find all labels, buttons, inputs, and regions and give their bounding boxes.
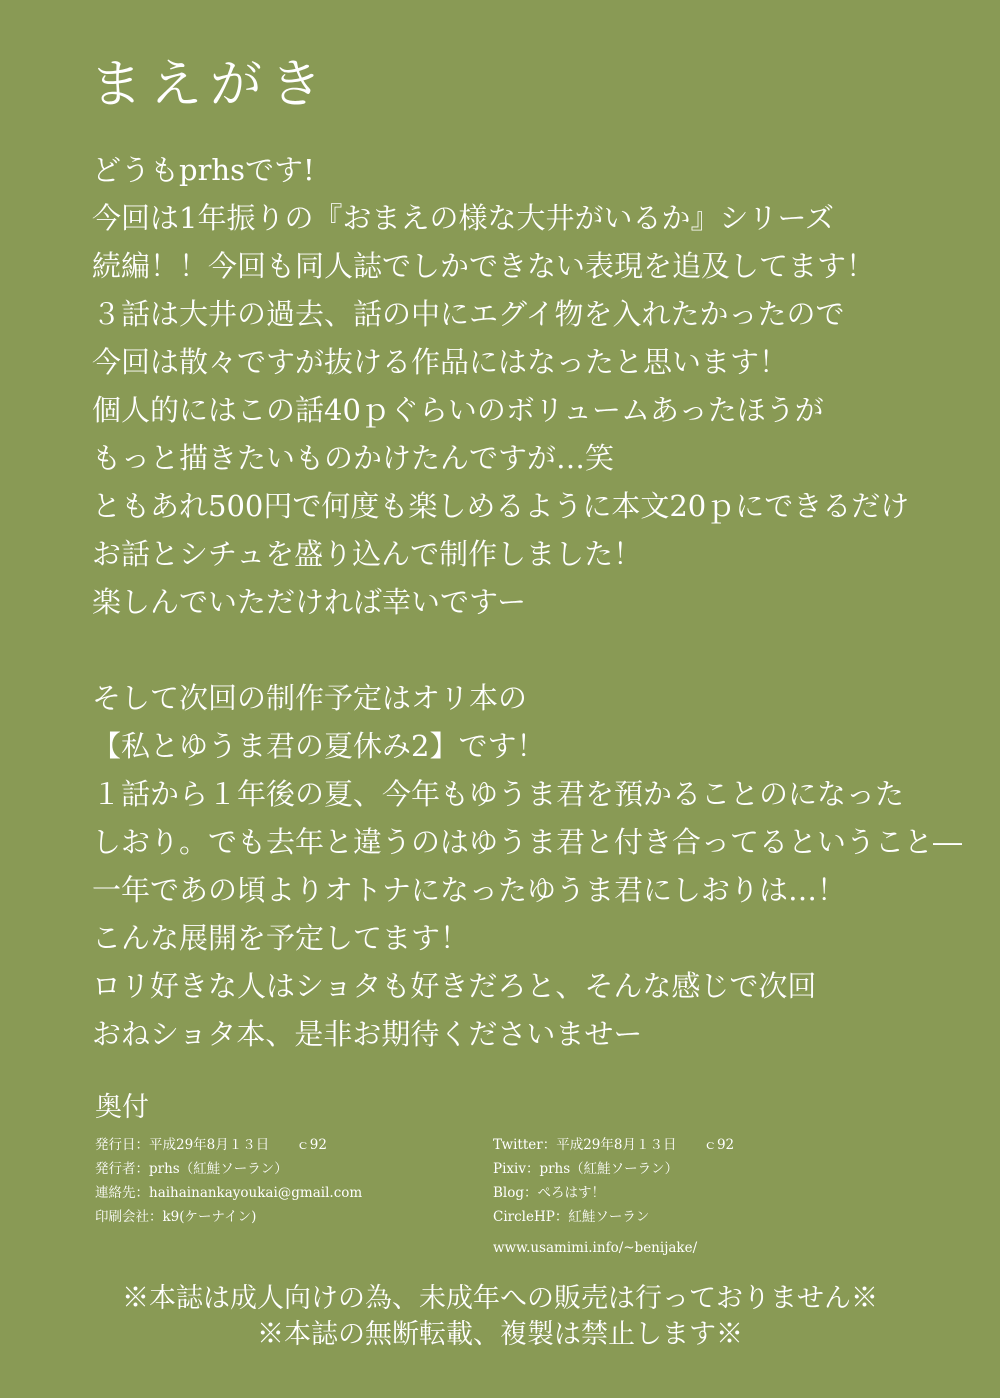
preface-line: ロリ好きな人はショタも好きだろと、そんな感じで次回	[92, 969, 817, 1003]
preface-line: １話から１年後の夏、今年もゆうま君を預かることのになった	[92, 777, 905, 811]
publish-date: 発行日：平成29年8月１３日 ｃ92	[95, 1137, 327, 1153]
preface-line: ともあれ500円で何度も楽しめるように本文20ｐにできるだけ	[92, 489, 910, 523]
preface-line: こんな展開を予定してます！	[92, 921, 470, 955]
twitter-info: Twitter：平成29年8月１３日 ｃ92	[493, 1137, 735, 1153]
preface-line: どうもprhsです!	[92, 153, 315, 187]
contact-email: 連絡先：haihainankayoukai@gmail.com	[95, 1185, 363, 1201]
adult-content-notice: ※本誌は成人向けの為、未成年への販売は行っておりません※	[122, 1283, 878, 1314]
preface-line: ３話は大井の過去、話の中にエグイ物を入れたかったので	[92, 297, 845, 331]
colophon-title: 奥付	[95, 1092, 149, 1123]
preface-line: 一年であの頃よりオトナになったゆうま君にしおりは…！	[92, 873, 847, 907]
preface-line: 【私とゆうま君の夏休み2】です！	[92, 729, 546, 763]
preface-line: 今回は散々ですが抜ける作品にはなったと思います！	[92, 345, 789, 379]
colophon-publication-info	[95, 1133, 362, 1229]
preface-line: 今回は1年振りの『おまえの様な大井がいるか』シリーズ	[92, 201, 835, 235]
preface-line: 楽しんでいただければ幸いですー	[92, 585, 527, 619]
paragraph-gap	[92, 626, 962, 674]
circle-homepage-info: CircleHP：紅鮭ソーラン	[493, 1209, 650, 1225]
pixiv-info: Pixiv：prhs（紅鮭ソーラン）	[493, 1161, 679, 1177]
preface-line: お話とシチュを盛り込んで制作しました！	[92, 537, 643, 571]
preface-line: 個人的にはこの話40ｐぐらいのボリュームあったほうが	[92, 393, 824, 427]
printer: 印刷会社：k9(ケーナイン)	[95, 1209, 257, 1225]
preface-line: 続編！！今回も同人誌でしかできない表現を追及してます！	[92, 249, 876, 283]
preface-line: おねショタ本、是非お期待くださいませー	[92, 1017, 643, 1051]
preface-line: もっと描きたいものかけたんですが…笑	[92, 441, 615, 475]
copyright-notice: ※本誌の無断転載、複製は禁止します※	[257, 1319, 743, 1350]
preface-line: そして次回の制作予定はオリ本の	[92, 681, 528, 715]
publisher: 発行者：prhs（紅鮭ソーラン）	[95, 1161, 288, 1177]
circle-url: www.usamimi.info/~benijake/	[493, 1240, 698, 1256]
preface-line: しおり。でも去年と違うのはゆうま君と付き合ってるということ―	[92, 825, 963, 859]
page-title: まえがき	[90, 55, 331, 115]
preface-body	[92, 146, 962, 1058]
colophon-social-info	[493, 1133, 734, 1229]
blog-info: Blog：ぺろはす！	[493, 1185, 606, 1201]
